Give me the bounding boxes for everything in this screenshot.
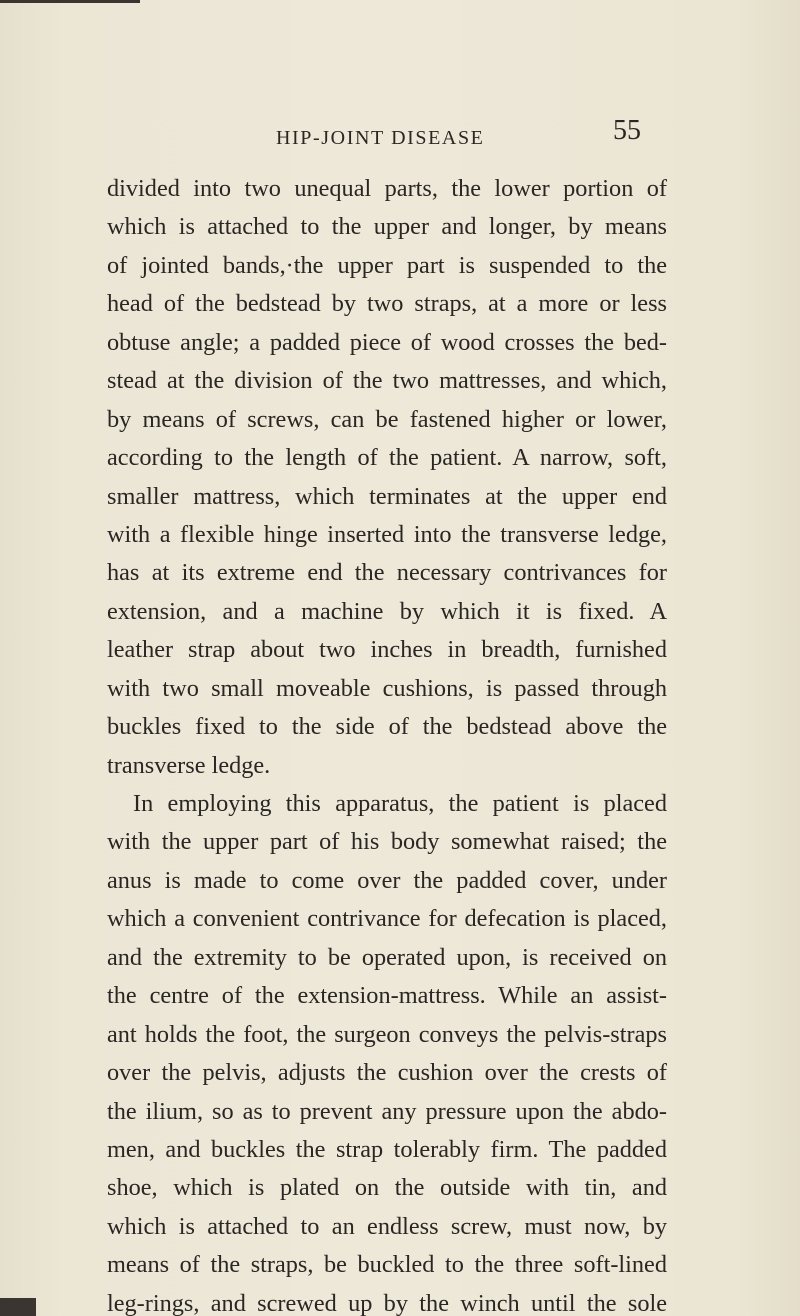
text-line: has at its extreme end the necessary contrivances for [107, 559, 667, 587]
text-line: with two small moveable cushions, is passed through [107, 674, 667, 702]
page-number: 55 [613, 115, 641, 146]
text-line: shoe, which is plated on the outside with tin, and [107, 1174, 667, 1202]
running-head: HIP-JOINT DISEASE [276, 127, 485, 149]
text-line: which is attached to the upper and longer, by means [107, 213, 667, 241]
text-line: means of the straps, be buckled to the three soft-lined [107, 1251, 667, 1279]
text-line: with the upper part of his body somewhat raised; the [107, 828, 667, 856]
text-line: obtuse angle; a padded piece of wood crosses the bed- [107, 328, 667, 356]
text-line: the centre of the extension-mattress. While an assist- [107, 982, 667, 1010]
text-line: divided into two unequal parts, the lower portion of [107, 175, 667, 202]
paragraph-end-line: transverse ledge. [107, 751, 271, 779]
text-line: according to the length of the patient. A narrow, soft, [107, 444, 667, 472]
text-line: over the pelvis, adjusts the cushion over the crests of [107, 1059, 667, 1087]
paragraph-start-line: In employing this apparatus, the patient is placed [133, 790, 667, 817]
text-line: anus is made to come over the padded cover, under [107, 866, 667, 894]
text-line: of jointed bands,·the upper part is suspended to the [107, 251, 667, 279]
text-line: leather strap about two inches in breadth, furnished [107, 636, 667, 664]
page-header [276, 117, 656, 151]
text-line: smaller mattress, which terminates at the upper end [107, 482, 667, 510]
text-line: head of the bedstead by two straps, at a more or less [107, 290, 667, 318]
text-line: buckles fixed to the side of the bedstead above the [107, 713, 667, 741]
text-line: ant holds the foot, the surgeon conveys the pelvis-straps [107, 1020, 667, 1048]
text-line: which is attached to an endless screw, must now, by [107, 1212, 667, 1240]
text-line: with a flexible hinge inserted into the transverse ledge, [107, 520, 667, 548]
page-edge-shadow-top [0, 0, 140, 3]
text-line: which a convenient contrivance for defecation is placed, [107, 905, 667, 933]
text-line: the ilium, so as to prevent any pressure upon the abdo- [107, 1097, 667, 1125]
body-text [107, 170, 667, 1316]
text-line: leg-rings, and screwed up by the winch until the sole [107, 1289, 667, 1316]
text-line: by means of screws, can be fastened higher or lower, [107, 405, 667, 433]
text-line: men, and buckles the strap tolerably firm. The padded [107, 1135, 667, 1163]
text-line: extension, and a machine by which it is fixed. A [107, 597, 667, 625]
text-line: and the extremity to be operated upon, is received on [107, 943, 667, 971]
page-edge-shadow-bottom [0, 1298, 36, 1316]
text-line: stead at the division of the two mattresses, and which, [107, 367, 667, 395]
